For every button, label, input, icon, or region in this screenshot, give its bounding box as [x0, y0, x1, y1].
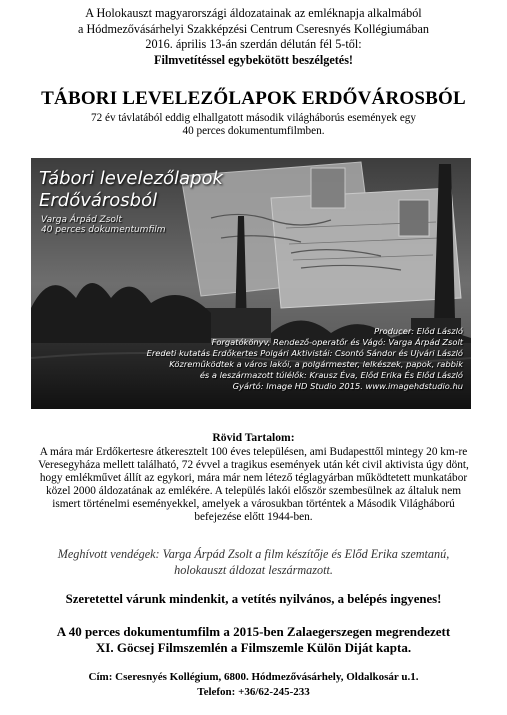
poster-title	[39, 168, 223, 212]
film-poster-image	[31, 158, 471, 409]
summary-line: befejezése előtt 1944-ben.	[194, 511, 313, 523]
subtitle-line: 40 perces dokumentumfilmben.	[182, 125, 325, 137]
poster-credit-line: Eredeti kutatás Erdőkertes Polgári Aktivistái: Csontó Sándor és Ujvári László	[146, 348, 463, 358]
poster-credits	[43, 326, 463, 392]
intro-date-line: 2016. április 13-án szerdán délután fél 5-től:	[145, 37, 362, 51]
poster-credit-line: és a leszármazott túlélők: Krausz Éva, Előd Erika És Előd László	[199, 370, 463, 380]
summary-line: közel 2000 áldozatának az emlékére. A település lakói először szembesülnek az általuk nem	[46, 485, 461, 497]
contact-address: Cím: Cseresnyés Kollégium, 6800. Hódmezővásárhely, Oldalkosár u.1.	[88, 671, 419, 683]
poster-duration: 40 perces dokumentumfilm	[41, 225, 166, 235]
summary-line: ismert történelmi eseményekkel, amelyek a városukban történtek a Második Világháború	[52, 498, 455, 510]
poster-credit-line: Forgatókönyv, Rendező-operatőr és Vágó: Varga Árpád Zsolt	[211, 337, 463, 347]
award-line: A 40 perces dokumentumfilm a 2015-ben Zalaegerszegen megrendezett	[56, 624, 451, 639]
subtitle-line: 72 év távlatából eddig elhallgatott második világháborús események egy	[91, 112, 416, 124]
poster-author: Varga Árpád Zsolt	[41, 215, 122, 225]
intro-line: a Hódmezővásárhelyi Szakképzési Centrum Cseresnyés Kollégiumában	[78, 21, 429, 36]
guests-text	[30, 546, 477, 578]
poster-title-line: Tábori levelezőlapok	[39, 168, 223, 189]
intro-block	[10, 6, 497, 68]
guests-line: holokauszt áldozat leszármazott.	[174, 563, 333, 577]
poster-title-line: Erdővárosból	[39, 190, 158, 211]
award-line: XI. Göcsej Filmszemlén a Filmszemle Külön Diját kapta.	[95, 640, 412, 655]
award-text	[20, 624, 487, 656]
subtitle	[60, 112, 447, 138]
guests-line: Meghívott vendégek: Varga Árpád Zsolt a film készítője és Előd Erika szemtanú,	[57, 547, 450, 561]
summary-heading: Rövid Tartalom:	[212, 431, 295, 444]
poster-credit-line: Gyártó: Image HD Studio 2015. www.imagehdstudio.hu	[232, 381, 463, 391]
contact-phone: Telefon: +36/62-245-233	[197, 685, 310, 698]
summary-text	[18, 446, 489, 524]
summary-line: Veresegyháza mellett található, 72 évvel a tragikus események után két civil aktivista úgy dönt,	[38, 459, 469, 471]
poster-credit-line: Közreműködtek a város lakói, a polgármester, lelkészek, papok, rabbik	[169, 359, 463, 369]
intro-event-line: Filmvetítéssel egybekötött beszélgetés!	[154, 52, 353, 67]
summary-line: A mára már Erdőkertesre átkeresztelt 100 éves településen, ami Budapesttől mintegy 20 km-re	[39, 446, 468, 458]
main-title: TÁBORI LEVELEZŐLAPOK ERDŐVÁROSBÓL	[41, 88, 466, 109]
summary-line: hogy emlékművet állít az egykori, mára már nem létező téglagyárban működtetett munkatábor	[39, 472, 468, 484]
welcome-text: Szeretettel várunk mindenkit, a vetítés nyilvános, a belépés ingyenes!	[65, 592, 442, 606]
poster-credit-line: Producer: Előd László	[374, 326, 463, 336]
contact-info	[20, 670, 487, 699]
intro-line: A Holokauszt magyarországi áldozatainak az emléknapja alkalmából	[85, 6, 422, 20]
poster-meta	[41, 215, 166, 235]
